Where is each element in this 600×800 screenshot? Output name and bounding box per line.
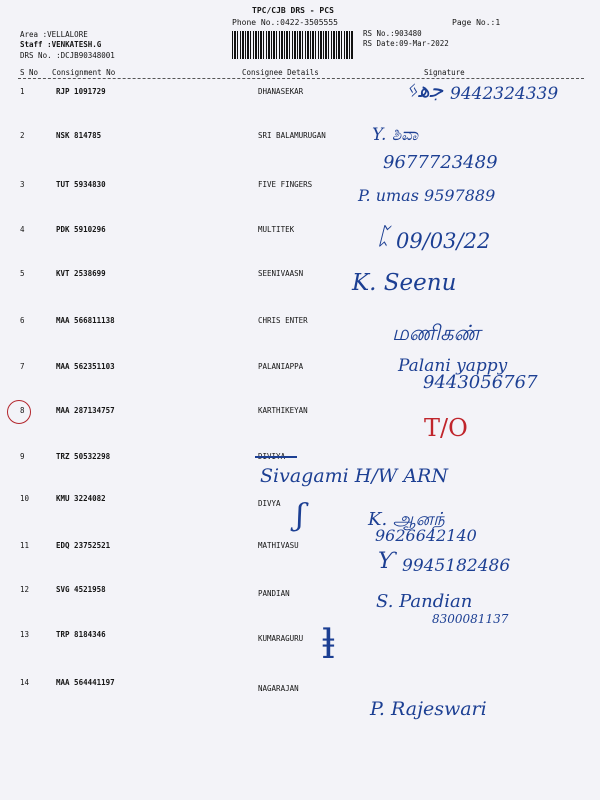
row-consignee: PALANIAPPA — [258, 362, 304, 371]
row-sno: 14 — [20, 678, 30, 687]
handwritten-name: P. Rajeswari — [370, 698, 487, 720]
row-consignment: PDK 5910296 — [56, 225, 106, 234]
row-sno: 6 — [20, 316, 25, 325]
signature-scribble: ᛈ — [376, 222, 391, 250]
handwritten-phone: 9442324339 — [450, 84, 559, 104]
row-consignee: MATHIVASU — [258, 541, 299, 550]
rs-number: RS No.:903480 — [363, 29, 422, 38]
column-header-sno: S No — [20, 68, 39, 77]
handwritten-note: T/O — [424, 414, 468, 442]
signature-scribble: ʃ — [296, 498, 305, 533]
row-consignment: EDQ 23752521 — [56, 541, 111, 550]
row-sno: 2 — [20, 131, 25, 140]
page-number: Page No.:1 — [452, 18, 501, 27]
handwritten-phone: 9945182486 — [402, 556, 511, 576]
column-header-consignee: Consignee Details — [242, 68, 319, 77]
handwritten-signature: மணிகண் — [392, 321, 481, 345]
signature-scribble: ⱡ — [322, 622, 335, 668]
row-consignee: MULTITEK — [258, 225, 295, 234]
handwritten-name: S. Pandian — [376, 591, 473, 612]
row-consignment: MAA 566811138 — [56, 316, 115, 325]
row-consignee: NAGARAJAN — [258, 684, 299, 693]
row-consignee: FIVE FINGERS — [258, 180, 313, 189]
handwritten-phone: 9443056767 — [423, 372, 538, 393]
row-sno: 11 — [20, 541, 30, 550]
row-sno: 4 — [20, 225, 25, 234]
row-consignment: TRZ 50532298 — [56, 452, 111, 461]
handwritten-name: K. ஆனந் — [368, 509, 445, 530]
row-sno: 5 — [20, 269, 25, 278]
row-consignee: PANDIAN — [258, 589, 290, 598]
barcode-image — [232, 31, 354, 59]
row-consignment: SVG 4521958 — [56, 585, 106, 594]
header-divider — [18, 78, 584, 79]
column-header-consignment: Consignment No — [52, 68, 116, 77]
row-sno: 13 — [20, 630, 30, 639]
handwritten-phone: 8300081137 — [432, 612, 509, 626]
row-consignee: KUMARAGURU — [258, 634, 304, 643]
handwritten-signature: P. umas 9597889 — [358, 186, 496, 205]
row-consignment: KVT 2538699 — [56, 269, 106, 278]
area-label: Area :VELLALORE — [20, 30, 88, 39]
row-sno: 7 — [20, 362, 25, 371]
staff-label: Staff :VENKATESH.G — [20, 40, 102, 49]
row-consignment: NSK 814785 — [56, 131, 102, 140]
row-sno: 3 — [20, 180, 25, 189]
handwritten-recipient: Sivagami H/W ARN — [260, 465, 448, 487]
signature-scribble: ᛃﺟﻫ — [405, 78, 444, 103]
row-sno: 1 — [20, 87, 25, 96]
row-consignment: MAA 562351103 — [56, 362, 115, 371]
row-sno: 8 — [20, 406, 25, 415]
row-consignment: MAA 564441197 — [56, 678, 115, 687]
row-consignment: MAA 287134757 — [56, 406, 115, 415]
row-consignee: DHANASEKAR — [258, 87, 304, 96]
handwritten-phone: 9677723489 — [383, 152, 498, 173]
row-sno: 10 — [20, 494, 30, 503]
row-consignee: DIVYA — [258, 499, 281, 508]
strikethrough-mark — [255, 456, 297, 458]
sheet-title: TPC/CJB DRS - PCS — [252, 6, 334, 15]
phone-number: Phone No.:0422-3505555 — [232, 18, 338, 27]
row-consignment: RJP 1091729 — [56, 87, 106, 96]
handwritten-signature: K. Seenu — [352, 270, 457, 296]
row-consignee: CHRIS ENTER — [258, 316, 308, 325]
row-consignee: KARTHIKEYAN — [258, 406, 308, 415]
row-sno: 9 — [20, 452, 25, 461]
circled-row-mark — [7, 400, 31, 424]
row-consignment: TUT 5934830 — [56, 180, 106, 189]
row-consignee: SEENIVAASN — [258, 269, 304, 278]
rs-date: RS Date:09-Mar-2022 — [363, 39, 449, 48]
row-consignment: TRP 8184346 — [56, 630, 106, 639]
handwritten-name: Palani yappy — [398, 356, 508, 376]
row-consignment: KMU 3224082 — [56, 494, 106, 503]
handwritten-name: Y. ಶಿವಾ — [372, 125, 419, 145]
row-sno: 12 — [20, 585, 30, 594]
drs-number: DRS No. :DCJB90348001 — [20, 51, 115, 60]
row-consignee: SRI BALAMURUGAN — [258, 131, 326, 140]
column-header-signature: Signature — [424, 68, 465, 77]
handwritten-phone: 9626642140 — [375, 526, 477, 545]
handwritten-date: 09/03/22 — [396, 229, 491, 253]
signature-scribble: Ƴ — [378, 549, 395, 574]
